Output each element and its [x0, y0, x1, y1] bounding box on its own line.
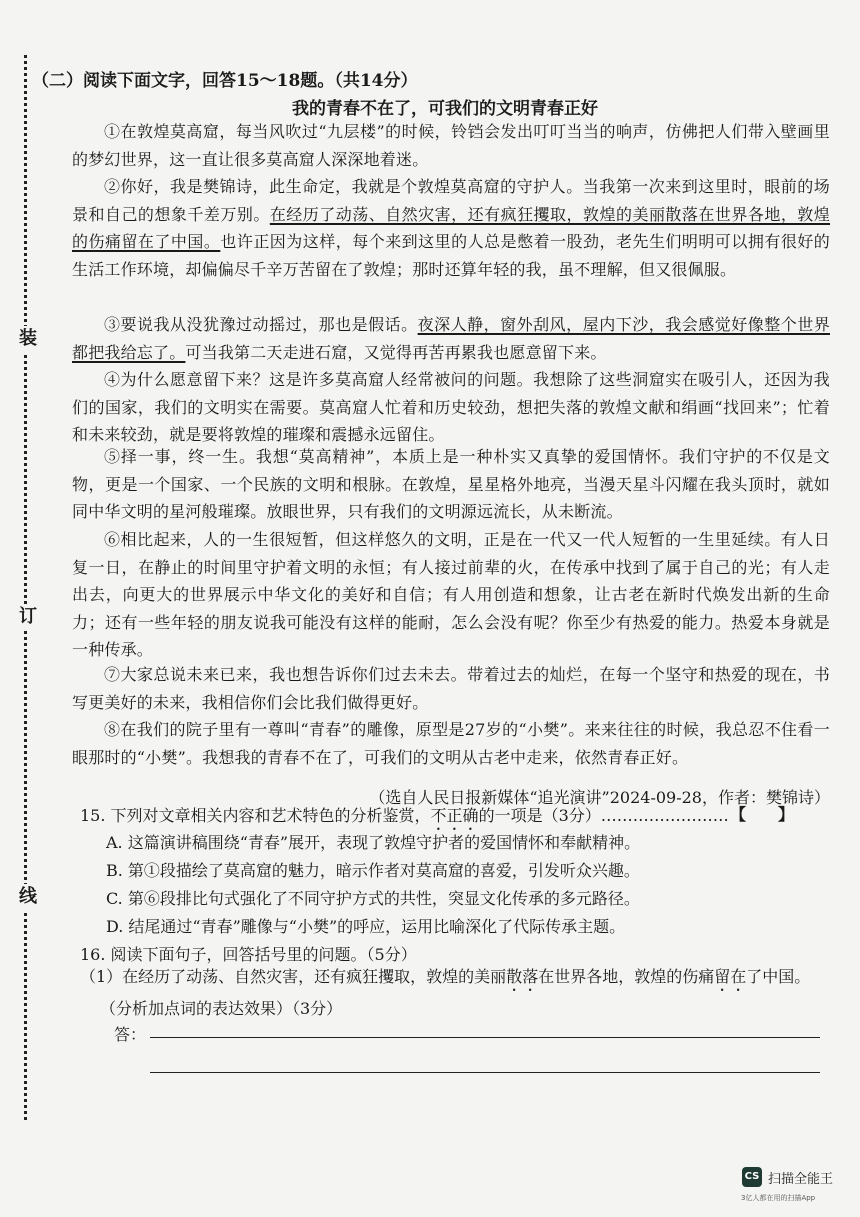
- paragraph-3: ③要说我从没犹豫过动摇过，那也是假话。夜深人静，窗外刮风，屋内下沙，我会感觉好像整个世界都把我给忘了。可当我第二天走进石窟，又觉得再苦再累我也愿意留下来。: [72, 315, 830, 362]
- article-title: 我的青春不在了，可我们的文明青春正好: [292, 99, 598, 119]
- option-b: B. 第①段描绘了莫高窟的魅力，暗示作者对莫高窟的喜爱，引发听众兴趣。: [106, 861, 640, 880]
- source-citation: （选自人民日报新媒体“追光演讲”2024-09-28，作者：樊锦诗）: [369, 788, 830, 807]
- dotted-word-1: 散落: [506, 967, 539, 986]
- scanner-app-name: 扫描全能王: [768, 1172, 834, 1187]
- scanner-logo-icon: CS: [742, 1167, 762, 1187]
- binding-char-zhuang: 装: [16, 326, 40, 352]
- paragraph-6: ⑥相比起来，人的一生很短暂，但这样悠久的文明，正是在一代又一代人短暂的一生里延续。有人日复一日，在静止的时间里守护着文明的永恒；有人接过前辈的火，在传承中找到了属于自己的光；有人走出去，向更大的世界展示中华文化的美好和自信；有人用创造和想象，让古老在新时代焕发出新的生命力；还有一些年轻的朋友说我可能没有这样的能耐，怎么会没有呢？你至少有热爱的能力。热爱本身就是一种传承。: [72, 530, 830, 660]
- paragraph-5: ⑤择一事，终一生。我想“莫高精神”，本质上是一种朴实又真挚的爱国情怀。我们守护的不仅是文物，更是一个国家、一个民族的文明和根脉。在敦煌，星星格外地亮，当漫天星斗闪耀在我头顶时，就如同中华文明的星河般璀璨。放眼世界，只有我们的文明源远流长，从未断流。: [72, 447, 830, 522]
- option-a: A. 这篇演讲稿围绕“青春”展开，表现了敦煌守护者的爱国情怀和奉献精神。: [106, 833, 641, 852]
- paragraph-4: ④为什么愿意留下来？这是许多莫高窟人经常被问的问题。我想除了这些洞窟实在吸引人，还因为我们的国家，我们的文明实在需要。莫高窟人忙着和历史较劲，想把失落的敦煌文献和绢画“找回来”；忙着和未来较劲，就是要将敦煌的璀璨和震撼永远留住。: [72, 370, 830, 445]
- scanner-app-tagline: 3亿人都在用的扫描App: [741, 1194, 816, 1202]
- paragraph-7: ⑦大家总说未来已来，我也想告诉你们过去未去。带着过去的灿烂，在每一个坚守和热爱的现在，书写更美好的未来，我相信你们会比我们做得更好。: [72, 665, 830, 712]
- dotted-word-2: 留在: [714, 967, 747, 986]
- paragraph-1: ①在敦煌莫高窟，每当风吹过“九层楼”的时候，铃铛会发出叮叮当当的响声，仿佛把人们带入壁画里的梦幻世界，这一直让很多莫高窟人深深地着迷。: [72, 122, 830, 169]
- dotted-emphasis: 不正确: [430, 806, 479, 825]
- section-header: （二）阅读下面文字，回答15～18题。（共14分）: [32, 71, 418, 91]
- answer-label: 答：: [114, 1025, 147, 1044]
- binding-char-ding: 订: [16, 604, 40, 630]
- binding-char-xian: 线: [16, 884, 40, 910]
- option-c: C. 第⑥段排比句式强化了不同守护方式的共性，突显文化传承的多元路径。: [106, 889, 640, 908]
- binding-margin: [0, 0, 60, 1217]
- underlined-sentence-1: 在经历了动荡、自然灾害，还有疯狂攫取，敦煌的美丽散落在世界各地，敦煌的伤痛留在了中国。: [72, 204, 830, 252]
- answer-line-2[interactable]: [150, 1072, 820, 1073]
- underlined-sentence-2: 夜深人静，窗外刮风，屋内下沙，我会感觉好像整个世界都把我给忘了。: [72, 315, 830, 362]
- binding-dotted-line: [24, 55, 27, 1120]
- paragraph-8: ⑧在我们的院子里有一尊叫“青春”的雕像，原型是27岁的“小樊”。来来往往的时候，我总忍不住看一眼那时的“小樊”。我想我的青春不在了，可我们的文明从古老中走来，依然青春正好。: [72, 720, 830, 767]
- question-16-sub1: （1）在经历了动荡、自然灾害，还有疯狂攫取，敦煌的美丽散落在世界各地，敦煌的伤痛留在了中国。（分析加点词的表达效果）（3分）: [80, 967, 811, 1018]
- paragraph-2: ②你好，我是樊锦诗，此生命定，我就是个敦煌莫高窟的守护人。当我第一次来到这里时，眼前的场景和自己的想象千差万别。在经历了动荡、自然灾害，还有疯狂攫取，敦煌的美丽散落在世界各地，敦煌的伤痛留在了中国。也许正因为这样，每个来到这里的人总是憋着一股劲，老先生们明明可以拥有很好的生活工作环境，却偏偏尽千辛万苦留在了敦煌；那时还算年轻的我，虽不理解，但又很佩服。: [72, 177, 830, 279]
- answer-bracket: 【 】: [730, 805, 795, 824]
- question-15-stem: 15. 下列对文章相关内容和艺术特色的分析鉴赏，不正确的一项是（3分）……………………: [80, 806, 729, 825]
- question-16-stem: 16. 阅读下面句子，回答括号里的问题。（5分）: [80, 945, 417, 964]
- answer-line-1[interactable]: [150, 1037, 820, 1038]
- option-d: D. 结尾通过“青春”雕像与“小樊”的呼应，运用比喻深化了代际传承主题。: [106, 917, 626, 936]
